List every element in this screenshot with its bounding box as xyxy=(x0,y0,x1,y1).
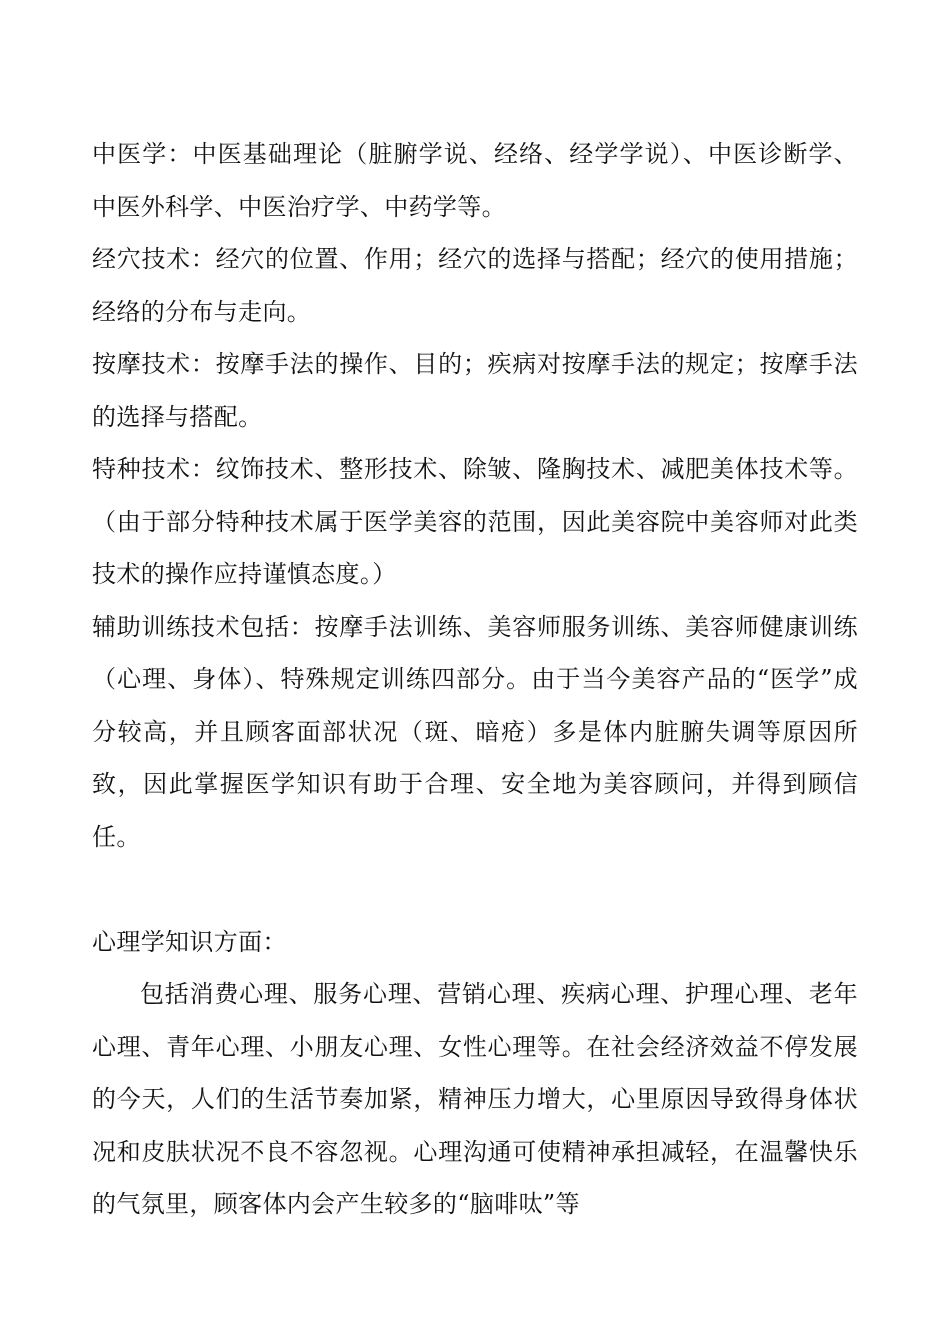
paragraph-auxiliary-training: 辅助训练技术包括：按摩手法训练、美容师服务训练、美容师健康训练（心理、身体）、特殊规定训练四部分。由于当今美容产品的“医学”成分较高，并且顾客面部状况（斑、暗疮）多是体内脏腑失调等原因所致，因此掌握医学知识有助于合理、安全地为美容顾问，并得到顾信任。 xyxy=(92,612,858,851)
paragraph-psychology: 包括消费心理、服务心理、营销心理、疾病心理、护理心理、老年心理、青年心理、小朋友心理、女性心理等。在社会经济效益不停发展的今天，人们的生活节奏加紧，精神压力增大，心里原因导致得身体状况和皮肤状况不良不容忽视。心理沟通可使精神承担减轻，在温馨快乐的气氛里，顾客体内会产生较多的“脑啡呔”等 xyxy=(92,980,858,1218)
section-heading: 心理学知识方面： xyxy=(92,927,287,956)
paragraph-spacer xyxy=(92,863,858,916)
paragraph-special-techniques: 特种技术：纹饰技术、整形技术、除皱、隆胸技术、减肥美体技术等。（由于部分特种技术属于医学美容的范围，因此美容院中美容师对此类技术的操作应持谨慎态度。） xyxy=(92,455,858,588)
paragraph-massage: 按摩技术：按摩手法的操作、目的；疾病对按摩手法的规定；按摩手法的选择与搭配。 xyxy=(92,350,858,431)
paragraph-tcm: 中医学：中医基础理论（脏腑学说、经络、经学学说）、中医诊断学、中医外科学、中医治疗学、中药学等。 xyxy=(92,140,858,221)
paragraph-acupoint: 经穴技术：经穴的位置、作用；经穴的选择与搭配；经穴的使用措施；经络的分布与走向。 xyxy=(92,245,858,326)
document-page xyxy=(92,128,858,1231)
